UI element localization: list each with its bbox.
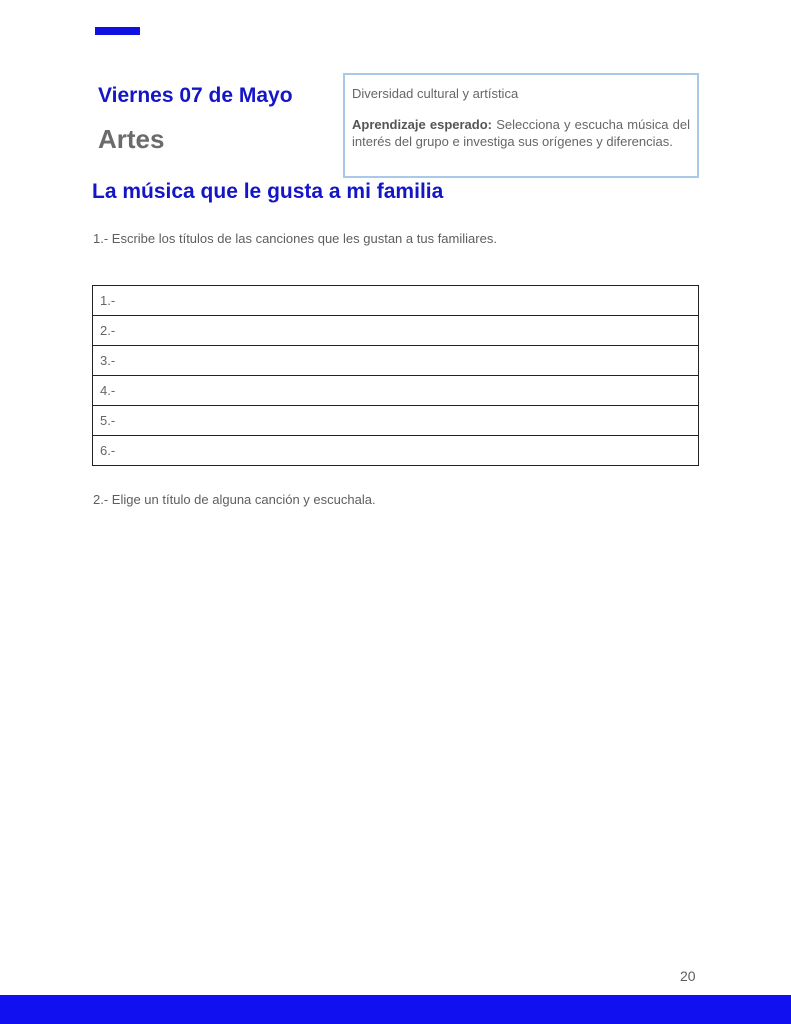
table-row [93,406,699,436]
learning-text: Selecciona y escucha música del interés del grupo e investiga sus orígenes y diferencias. [352,116,690,149]
table-row [93,376,699,406]
date-heading: Viernes 07 de Mayo [98,84,293,107]
answer-cell-1[interactable]: 1.- [93,286,699,316]
topic-text: Diversidad cultural y artística [352,86,519,101]
subject-heading: Artes [98,124,165,154]
table-row [93,316,699,346]
answer-cell-4[interactable]: 4.- [93,376,699,406]
answer-table [92,285,699,466]
table-row [93,346,699,376]
table-row [93,286,699,316]
page-title: La música que le gusta a mi familia [92,180,444,203]
answer-cell-3[interactable]: 3.- [93,346,699,376]
learning-label: Aprendizaje esperado: [352,116,493,132]
instruction-step-2: 2.- Elige un título de alguna canción y escuchala. [93,492,376,507]
table-row [93,436,699,466]
learning-info-box [343,73,699,178]
answer-cell-2[interactable]: 2.- [93,316,699,346]
learning-expectation [352,116,690,151]
page-number: 20 [680,968,696,984]
top-accent-bar [95,27,140,35]
instruction-step-1: 1.- Escribe los títulos de las canciones que les gustan a tus familiares. [93,231,497,246]
answer-cell-5[interactable]: 5.- [93,406,699,436]
answer-cell-6[interactable]: 6.- [93,436,699,466]
bottom-accent-bar [0,995,791,1024]
